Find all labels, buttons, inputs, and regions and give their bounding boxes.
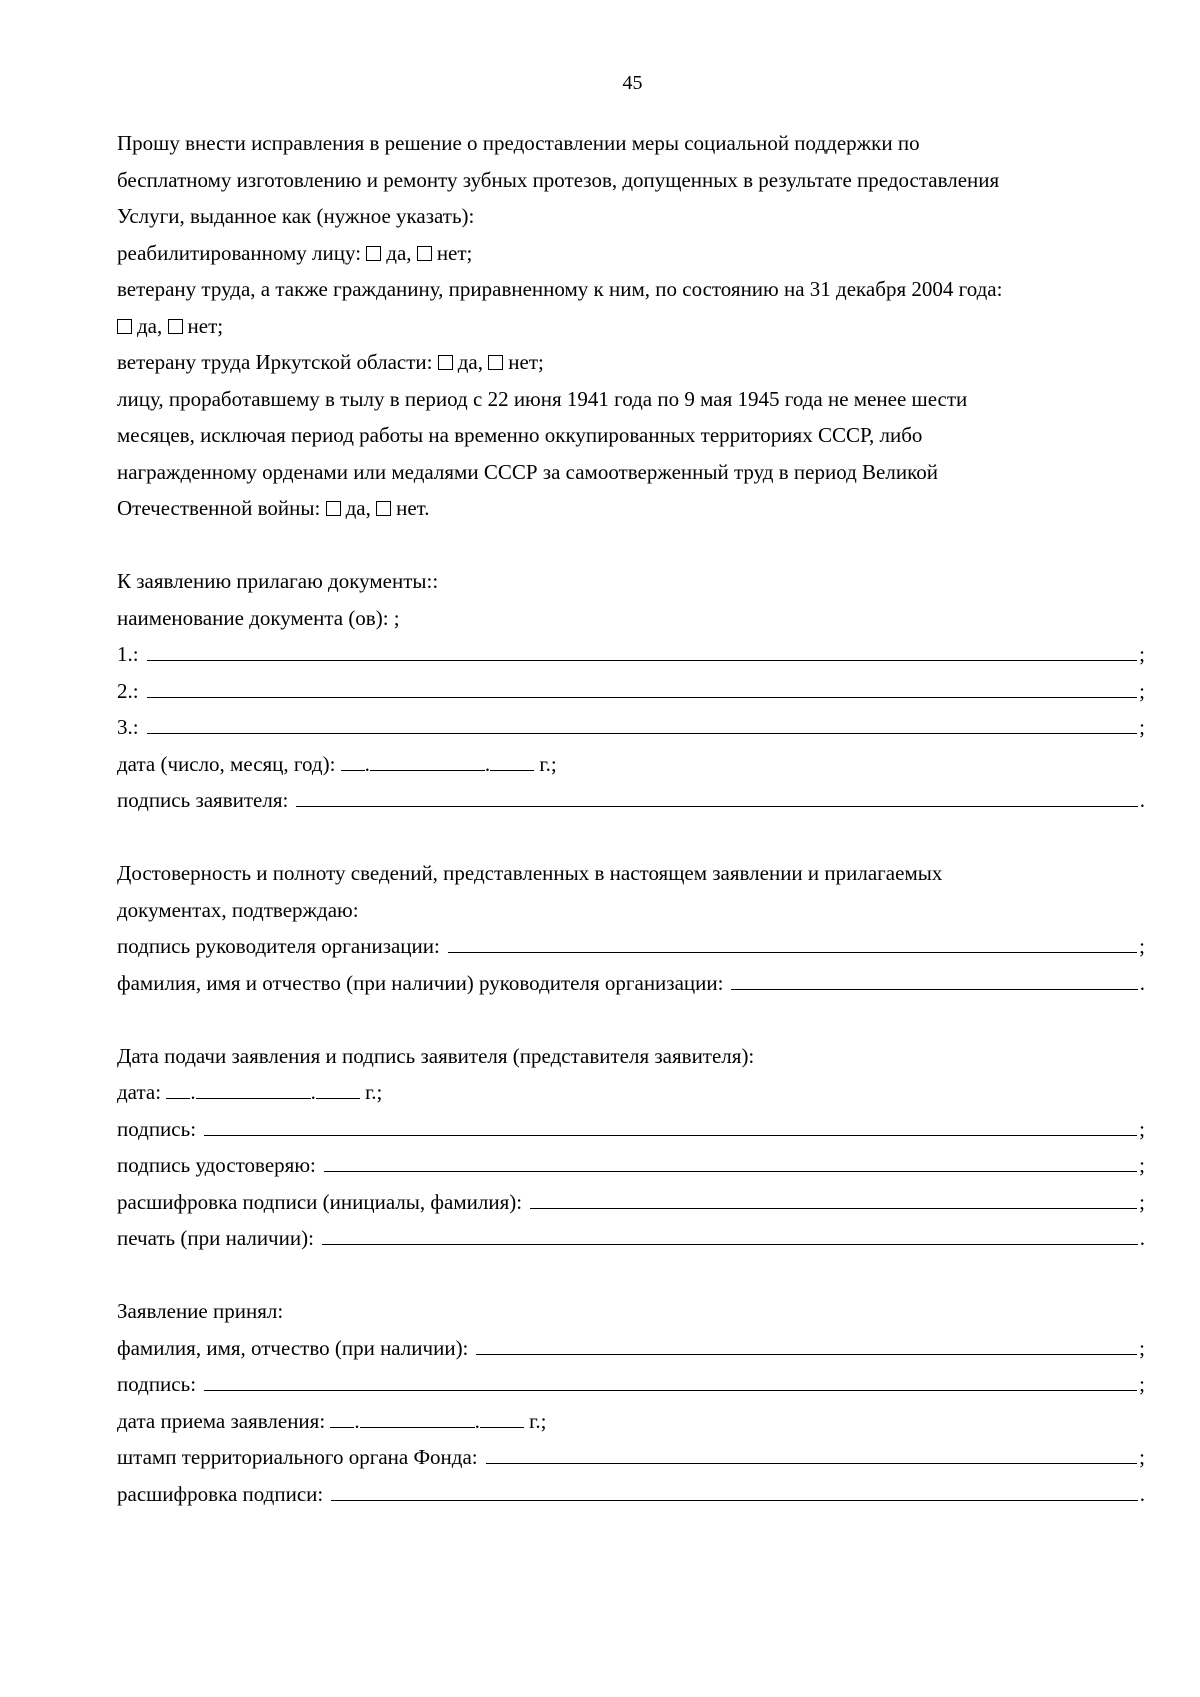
period: . bbox=[1139, 788, 1145, 812]
fund-stamp-label: штамп территориального органа Фонда: bbox=[117, 1445, 478, 1469]
head-name-row bbox=[117, 965, 1145, 1002]
year-suffix: г.; bbox=[529, 1408, 547, 1433]
semicolon: ; bbox=[1139, 1116, 1145, 1141]
submission-signature-row bbox=[117, 1111, 1145, 1148]
confirmation-text: документах, подтверждаю: bbox=[117, 897, 359, 922]
rehab-no-checkbox[interactable] bbox=[417, 246, 432, 261]
irkutsk-veteran-label: ветерану труда Иркутской области: bbox=[117, 350, 433, 374]
semicolon: ; bbox=[1139, 1189, 1145, 1214]
no-label: нет. bbox=[396, 496, 430, 520]
rear-worker-no-checkbox[interactable] bbox=[376, 501, 391, 516]
request-paragraph-line: Прошу внести исправления в решение о предоставлении меры социальной поддержки по bbox=[117, 131, 920, 155]
month-field[interactable] bbox=[370, 750, 485, 771]
certify-signature-row bbox=[117, 1147, 1145, 1184]
year-suffix: г.; bbox=[539, 751, 557, 776]
attachment-item-1 bbox=[117, 636, 1145, 673]
rehab-option-row bbox=[117, 235, 1145, 272]
yes-label: да, bbox=[345, 496, 371, 520]
labor-veteran-option-row bbox=[117, 308, 1145, 345]
head-name-field[interactable] bbox=[731, 965, 1137, 990]
rear-worker-line: лицу, проработавшему в тылу в период с 22 июня 1941 года по 9 мая 1945 года не менее шести bbox=[117, 386, 968, 411]
acceptor-decode-row bbox=[117, 1476, 1145, 1513]
applicant-signature-row bbox=[117, 782, 1145, 819]
period: . bbox=[1139, 1226, 1145, 1250]
year-field[interactable] bbox=[480, 1407, 524, 1428]
confirmation-text: Достоверность и полноту сведений, представленных в настоящем заявлении и прилагаемых bbox=[117, 861, 943, 885]
fund-stamp-field[interactable] bbox=[486, 1439, 1138, 1464]
semicolon: ; bbox=[1139, 1335, 1145, 1360]
certify-signature-field[interactable] bbox=[324, 1147, 1137, 1172]
no-label: нет; bbox=[436, 240, 473, 265]
month-field[interactable] bbox=[196, 1078, 311, 1099]
rehab-yes-checkbox[interactable] bbox=[366, 246, 381, 261]
applicant-signature-label: подпись заявителя: bbox=[117, 788, 289, 812]
no-label: нет; bbox=[508, 350, 544, 374]
date-label: дата: bbox=[117, 1080, 162, 1104]
submission-signature-field[interactable] bbox=[204, 1111, 1137, 1136]
request-paragraph-line: Услуги, выданное как (нужное указать): bbox=[117, 204, 475, 228]
signature-label: подпись: bbox=[117, 1116, 197, 1141]
rear-worker-yes-checkbox[interactable] bbox=[326, 501, 341, 516]
attachments-heading: К заявлению прилагаю документы:: bbox=[117, 569, 439, 593]
rear-worker-line: награжденному орденами или медалями СССР за самоотверженный труд в период Великой bbox=[117, 459, 938, 484]
acceptor-name-field[interactable] bbox=[476, 1330, 1137, 1355]
attachment-2-field[interactable] bbox=[147, 673, 1138, 698]
rear-worker-label: Отечественной войны: bbox=[117, 496, 321, 520]
period: . bbox=[1139, 1481, 1145, 1506]
yes-label: да, bbox=[137, 313, 163, 338]
attachment-3-field[interactable] bbox=[147, 709, 1138, 734]
signature-decode-field[interactable] bbox=[530, 1184, 1137, 1209]
acceptance-date-label: дата приема заявления: bbox=[117, 1408, 326, 1433]
applicant-signature-field[interactable] bbox=[296, 782, 1137, 807]
irkutsk-veteran-yes-checkbox[interactable] bbox=[438, 355, 453, 370]
semicolon: ; bbox=[1139, 715, 1145, 739]
attachment-item-label: 1.: bbox=[117, 642, 139, 666]
rear-worker-line: месяцев, исключая период работы на временно оккупированных территориях СССР, либо bbox=[117, 423, 923, 447]
day-field[interactable] bbox=[341, 750, 365, 771]
submission-heading: Дата подачи заявления и подпись заявителя (представителя заявителя): bbox=[117, 1043, 755, 1068]
head-signature-field[interactable] bbox=[448, 928, 1137, 953]
semicolon: ; bbox=[1139, 1153, 1145, 1177]
acceptor-name-label: фамилия, имя, отчество (при наличии): bbox=[117, 1335, 469, 1360]
no-label: нет; bbox=[187, 313, 224, 338]
semicolon: ; bbox=[1139, 934, 1145, 958]
yes-label: да, bbox=[457, 350, 484, 374]
month-field[interactable] bbox=[360, 1407, 475, 1428]
acceptor-signature-row bbox=[117, 1366, 1145, 1403]
irkutsk-veteran-option-row bbox=[117, 344, 1145, 381]
attachment-item-2 bbox=[117, 673, 1145, 710]
acceptance-heading: Заявление принял: bbox=[117, 1299, 284, 1323]
certify-label: подпись удостоверяю: bbox=[117, 1153, 316, 1177]
attachment-1-field[interactable] bbox=[147, 636, 1138, 661]
acceptor-signature-field[interactable] bbox=[204, 1366, 1137, 1391]
day-field[interactable] bbox=[166, 1078, 190, 1099]
semicolon: ; bbox=[1139, 642, 1145, 666]
signature-decode-label: расшифровка подписи (инициалы, фамилия): bbox=[117, 1189, 523, 1214]
rehab-label: реабилитированному лицу: bbox=[117, 240, 362, 265]
day-field[interactable] bbox=[330, 1407, 354, 1428]
irkutsk-veteran-no-checkbox[interactable] bbox=[488, 355, 503, 370]
submission-date-row: дата: . . г.; bbox=[117, 1080, 383, 1104]
period: . bbox=[1139, 970, 1145, 995]
year-suffix: г.; bbox=[365, 1080, 383, 1104]
acceptor-name-row bbox=[117, 1330, 1145, 1367]
attachments-date-row: дата (число, месяц, год): . . г.; bbox=[117, 751, 557, 776]
attachment-item-label: 2.: bbox=[117, 678, 139, 703]
labor-veteran-yes-checkbox[interactable] bbox=[117, 319, 132, 334]
semicolon: ; bbox=[1139, 1445, 1145, 1469]
labor-veteran-line: ветерану труда, а также гражданину, приравненному к ним, по состоянию на 31 декабря 2004 года: bbox=[117, 277, 1003, 301]
year-field[interactable] bbox=[490, 750, 534, 771]
attachment-item-label: 3.: bbox=[117, 715, 139, 739]
acceptance-date-row: дата приема заявления: . . г.; bbox=[117, 1408, 547, 1433]
semicolon: ; bbox=[1139, 678, 1145, 703]
fund-stamp-row bbox=[117, 1439, 1145, 1476]
semicolon: ; bbox=[1139, 1372, 1145, 1396]
head-signature-row bbox=[117, 928, 1145, 965]
signature-decode-row bbox=[117, 1184, 1145, 1221]
rear-worker-option-row bbox=[117, 490, 1145, 527]
acceptor-decode-label: расшифровка подписи: bbox=[117, 1481, 324, 1506]
application-form bbox=[117, 125, 1145, 1512]
head-name-label: фамилия, имя и отчество (при наличии) руководителя организации: bbox=[117, 970, 724, 995]
seal-field[interactable] bbox=[322, 1220, 1138, 1245]
acceptor-signature-label: подпись: bbox=[117, 1372, 197, 1396]
attachment-item-3 bbox=[117, 709, 1145, 746]
request-paragraph-line: бесплатному изготовлению и ремонту зубных протезов, допущенных в результате предоставления bbox=[117, 167, 1000, 192]
date-label: дата (число, месяц, год): bbox=[117, 751, 336, 776]
year-field[interactable] bbox=[316, 1078, 360, 1099]
head-signature-label: подпись руководителя организации: bbox=[117, 934, 440, 958]
acceptor-decode-field[interactable] bbox=[331, 1476, 1138, 1501]
yes-label: да, bbox=[386, 240, 412, 265]
seal-label: печать (при наличии): bbox=[117, 1226, 314, 1250]
page-number: 45 bbox=[622, 72, 643, 94]
labor-veteran-no-checkbox[interactable] bbox=[168, 319, 183, 334]
seal-row bbox=[117, 1220, 1145, 1257]
document-name-label: наименование документа (ов): ; bbox=[117, 605, 400, 630]
